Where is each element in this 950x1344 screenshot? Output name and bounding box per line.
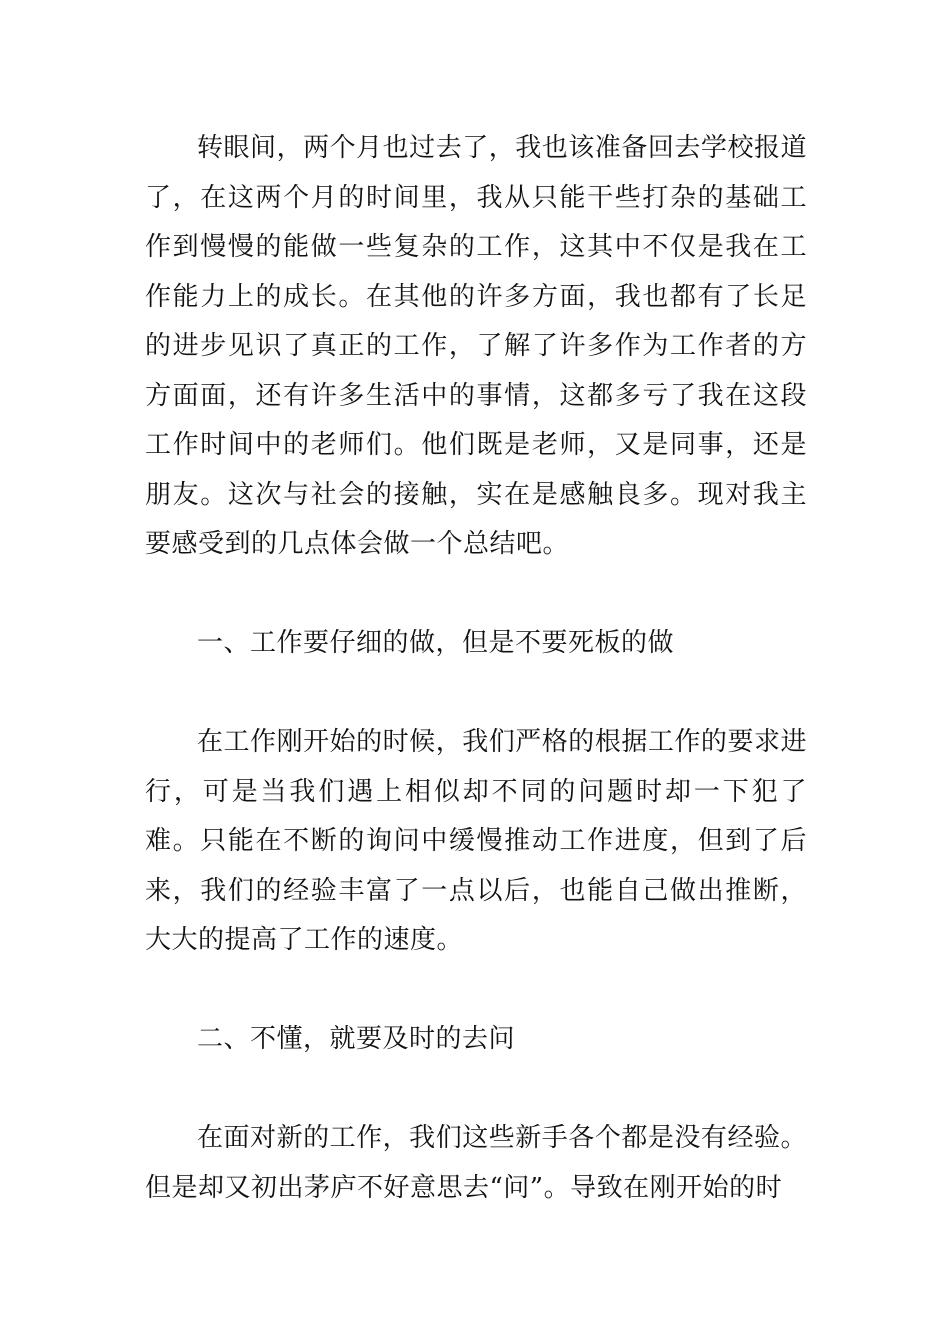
paragraph-spacer [145, 1065, 807, 1115]
section-heading-2: 二、不懂，就要及时的去问 [197, 1024, 516, 1054]
document-body [145, 124, 807, 1213]
section-1-paragraph: 在工作刚开始的时候，我们严格的根据工作的要求进行，可是当我们遇上相似却不同的问题时却一下犯了难。只能在不断的询问中缓慢推动工作进度，但到了后来，我们的经验丰富了一点以后，也能自己做出推断，大大的提高了工作的速度。 [145, 727, 807, 955]
paragraph-spacer [145, 570, 807, 620]
section-heading-1: 一、工作要仔细的做，但是不要死板的做 [197, 628, 675, 658]
section-2-paragraph: 在面对新的工作，我们这些新手各个都是没有经验。但是却又初出茅庐不好意思去“问”。导致在刚开始的时 [145, 1123, 807, 1203]
paragraph-spacer [145, 669, 807, 719]
paragraph-spacer [145, 966, 807, 1016]
intro-paragraph: 转眼间，两个月也过去了，我也该准备回去学校报道了，在这两个月的时间里，我从只能干些打杂的基础工作到慢慢的能做一些复杂的工作，这其中不仅是我在工作能力上的成长。在其他的许多方面，我也都有了长足的进步见识了真正的工作，了解了许多作为工作者的方方面面，还有许多生活中的事情，这都多亏了我在这段工作时间中的老师们。他们既是老师，又是同事，还是朋友。这次与社会的接触，实在是感触良多。现对我主要感受到的几点体会做一个总结吧。 [145, 133, 807, 559]
